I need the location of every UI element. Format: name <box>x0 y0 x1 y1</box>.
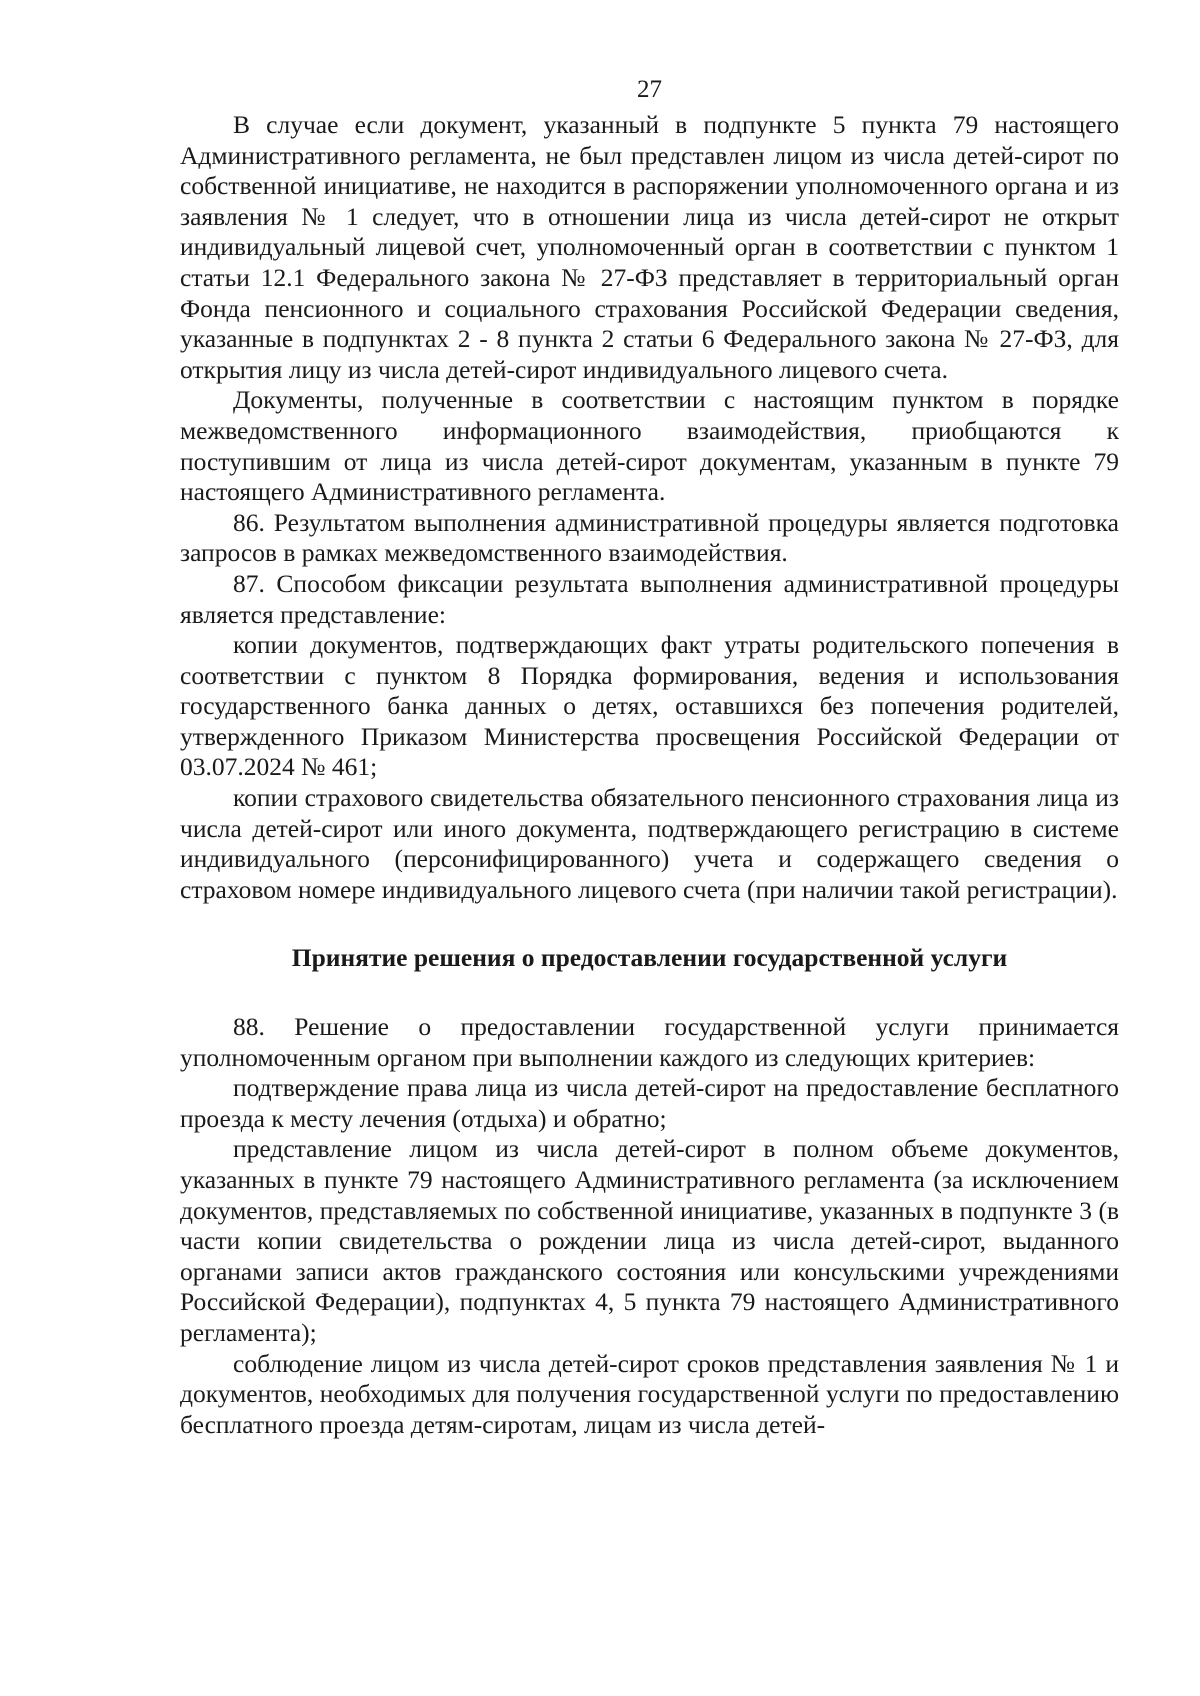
paragraph-interagency-documents: Документы, полученные в соответствии с настоящим пунктом в порядке межведомственного информационного взаимодействия, приобщаются к поступившим от лица из числа детей-сирот документам, указанным в пункте 79 настоящего Административного регламента. <box>180 385 1119 507</box>
paragraph-86: 86. Результатом выполнения административной процедуры является подготовка запросов в рамках межведомственного взаимодействия. <box>180 507 1119 568</box>
paragraph-88-criterion-3: соблюдение лицом из числа детей-сирот сроков представления заявления № 1 и документов, необходимых для получения государственной услуги по предоставлению бесплатного проезда детям-сиротам, лицам из числа детей- <box>180 1348 1119 1439</box>
paragraph-88: 88. Решение о предоставлении государственной услуги принимается уполномоченным органом при выполнении каждого из следующих критериев: <box>180 1012 1119 1072</box>
paragraph-88-criterion-1: подтверждение права лица из числа детей-сирот на предоставление бесплатного проезда к месту лечения (отдыха) и обратно; <box>180 1073 1119 1133</box>
paragraph-individual-account: В случае если документ, указанный в подпункте 5 пункта 79 настоящего Административного регламента, не был представлен лицом из числа детей-сирот по собственной инициативе, не находится в распоряжении уполномоченного органа и из заявления № 1 следует, что в отношении лица из числа детей-сирот не открыт индивидуальный лицевой счет, уполномоченный орган в соответствии с пунктом 1 статьи 12.1 Федерального закона № 27-ФЗ представляет в территориальный орган Фонда пенсионного и социального страхования Российской Федерации сведения, указанные в подпунктах 2 - 8 пункта 2 статьи 6 Федерального закона № 27-ФЗ, для открытия лицу из числа детей-сирот индивидуального лицевого счета. <box>180 110 1119 384</box>
section-heading: Принятие решения о предоставлении государственной услуги <box>291 943 1008 973</box>
paragraph-87-item-2: копии страхового свидетельства обязательного пенсионного страхования лица из числа детей-сирот или иного документа, подтверждающего регистрацию в системе индивидуального (персонифицированного) учета и содержащего сведения о страховом номере индивидуального лицевого счета (при наличии такой регистрации). <box>180 783 1119 904</box>
page-number: 27 <box>637 76 662 103</box>
top-section <box>180 110 1119 905</box>
paragraph-87-item-1: копии документов, подтверждающих факт утраты родительского попечения в соответствии с пунктом 8 Порядка формирования, ведения и использования государственного банка данных о детях, оставшихся без попечения родителей, утвержденного Приказом Министерства просвещения Российской Федерации от 03.07.2024 № 461; <box>180 630 1119 782</box>
bottom-section <box>180 1012 1119 1440</box>
paragraph-87: 87. Способом фиксации результата выполнения административной процедуры является представление: <box>180 568 1119 629</box>
document-page <box>180 70 1119 1440</box>
paragraph-88-criterion-2: представление лицом из числа детей-сирот в полном объеме документов, указанных в пункте 79 настоящего Административного регламента (за исключением документов, представляемых по собственной инициативе, указанных в подпункте 3 (в части копии свидетельства о рождении лица из числа детей-сирот, выданного органами записи актов гражданского состояния или консульскими учреждениями Российской Федерации), подпунктах 4, 5 пункта 79 настоящего Административного регламента); <box>180 1134 1119 1347</box>
